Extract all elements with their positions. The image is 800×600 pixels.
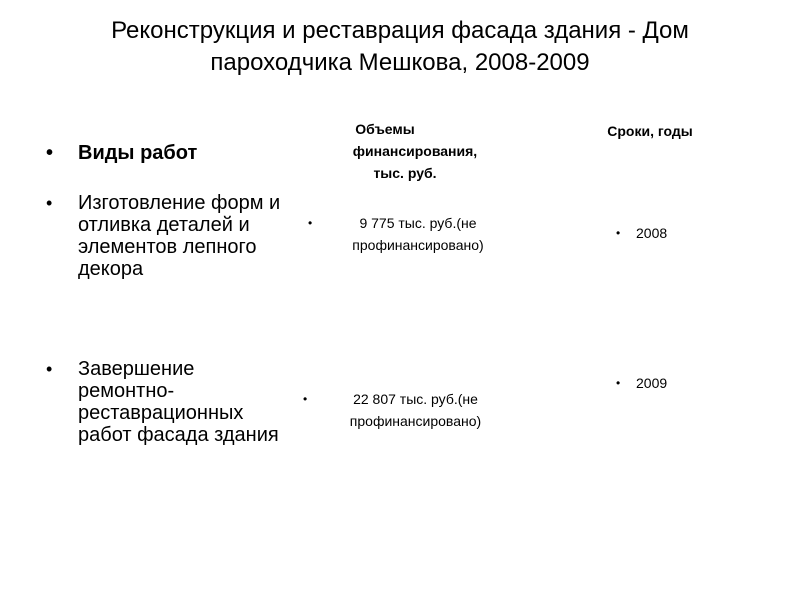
- funding-header-line: финансирования,: [352, 143, 478, 159]
- funding-item: [303, 388, 508, 432]
- work-item-text: Изготовление форм и отливка деталей и элементов лепного декора: [78, 192, 281, 280]
- bullet-icon: •: [308, 216, 313, 230]
- funding-item-text: 22 807 тыс. руб.(не профинансировано): [349, 391, 482, 429]
- funding-header: [300, 118, 500, 184]
- date-item-text: 2009: [636, 375, 668, 391]
- date-item-text: 2008: [636, 225, 668, 241]
- dates-header: Сроки, годы: [607, 123, 693, 139]
- bullet-icon: •: [46, 193, 53, 213]
- bullet-icon: •: [46, 142, 54, 164]
- date-item: [616, 372, 667, 394]
- bullet-icon: •: [46, 359, 53, 379]
- funding-item-text: 9 775 тыс. руб.(не профинансировано): [352, 215, 484, 253]
- bullet-icon: •: [303, 392, 308, 406]
- work-item: [46, 192, 286, 280]
- funding-item: [308, 212, 508, 256]
- date-item: [616, 222, 667, 244]
- bullet-icon: •: [616, 376, 621, 390]
- funding-header-line: тыс. руб.: [373, 165, 437, 181]
- funding-header-line: Объемы: [355, 121, 415, 137]
- work-item-text: Завершение ремонтно-реставрационных работ фасада здания: [78, 358, 279, 446]
- slide-title: Реконструкция и реставрация фасада здания - Дом пароходчика Мешкова, 2008-2009: [111, 17, 689, 76]
- works-header: [46, 140, 197, 166]
- bullet-icon: •: [616, 226, 621, 240]
- work-item: [46, 358, 286, 446]
- works-header-label: Виды работ: [78, 142, 198, 164]
